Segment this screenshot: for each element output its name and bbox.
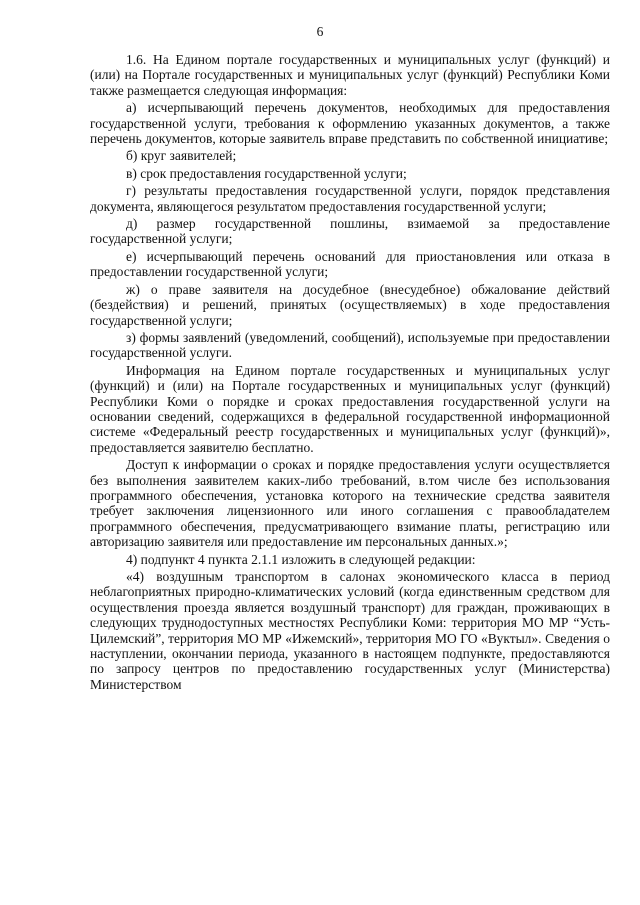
paragraph-d: д) размер государственной пошлины, взимаемой за предоставление государственной услуги; [90,216,610,247]
paragraph-subpoint-4: 4) подпункт 4 пункта 2.1.1 изложить в следующей редакции: [126,551,476,567]
paragraph-g: г) результаты предоставления государственной услуги, порядок представления документа, являющегося результатом предоставления государственной услуги; [90,183,610,214]
paragraph-b: б) круг заявителей; [126,148,237,164]
paragraph-info: Информация на Едином портале государственных и муниципальных услуг (функций) и (или) на Портале государственных и муниципальных услуг (функций) Республики Коми о порядке и сроках предоставления государственной услуги на основании сведений, содержащихся в федеральной государственной информационной системе «Федеральный реестр государственных и муниципальных услуг (функций)», предоставляется заявителю бесплатно. [90,362,610,455]
page-number: 6 [316,24,324,39]
paragraph-access: Доступ к информации о сроках и порядке предоставления услуги осуществляется без выполнения заявителем каких-либо требований, в.том числе без использования программного обеспечения, установка которого на технические средства заявителя требует заключения лицензионного или иного соглашения с правообладателем программного обеспечения, предусматривающего взимание платы, регистрацию или авторизацию заявителя или предоставление им персональных данных.»; [90,457,610,550]
paragraph-z: з) формы заявлений (уведомлений, сообщений), используемые при предоставлении государственной услуги. [90,329,610,361]
paragraph-a: а) исчерпывающий перечень документов, необходимых для предоставления государственной услуги, требования к оформлению указанных документов, а также перечень документов, которые заявитель вправе представить по собственной инициативе; [90,100,610,147]
paragraph-1-6: 1.6. На Едином портале государственных и муниципальных услуг (функций) и (или) на Портале государственных и муниципальных услуг (функций) Республики Коми также размещается следующая информация: [90,52,610,98]
paragraph-zh: ж) о праве заявителя на досудебное (внесудебное) обжалование действий (бездействия) и решений, принятых (осуществляемых) в ходе предоставления государственной услуги; [90,281,610,328]
paragraph-e: е) исчерпывающий перечень оснований для приостановления или отказа в предоставлении государственной услуги; [90,248,610,280]
paragraph-v: в) срок предоставления государственной услуги; [126,165,407,181]
document-body [90,52,610,694]
paragraph-air-transport: «4) воздушным транспортом в салонах экономического класса в период неблагоприятных природно-климатических условий (когда единственным средством для осуществления проезда является воздушный транспорт) для граждан, проживающих в следующих труднодоступных местностях Республики Коми: территория МО МР “Усть-Цилемский”, территория МО МР «Ижемский», территория МО ГО «Вуктыл». Сведения о наступлении, окончании периода, указанного в настоящем подпункте, предоставляются по запросу центров по предоставлению государственных услуг (Министерства) Министерством [90,569,610,692]
